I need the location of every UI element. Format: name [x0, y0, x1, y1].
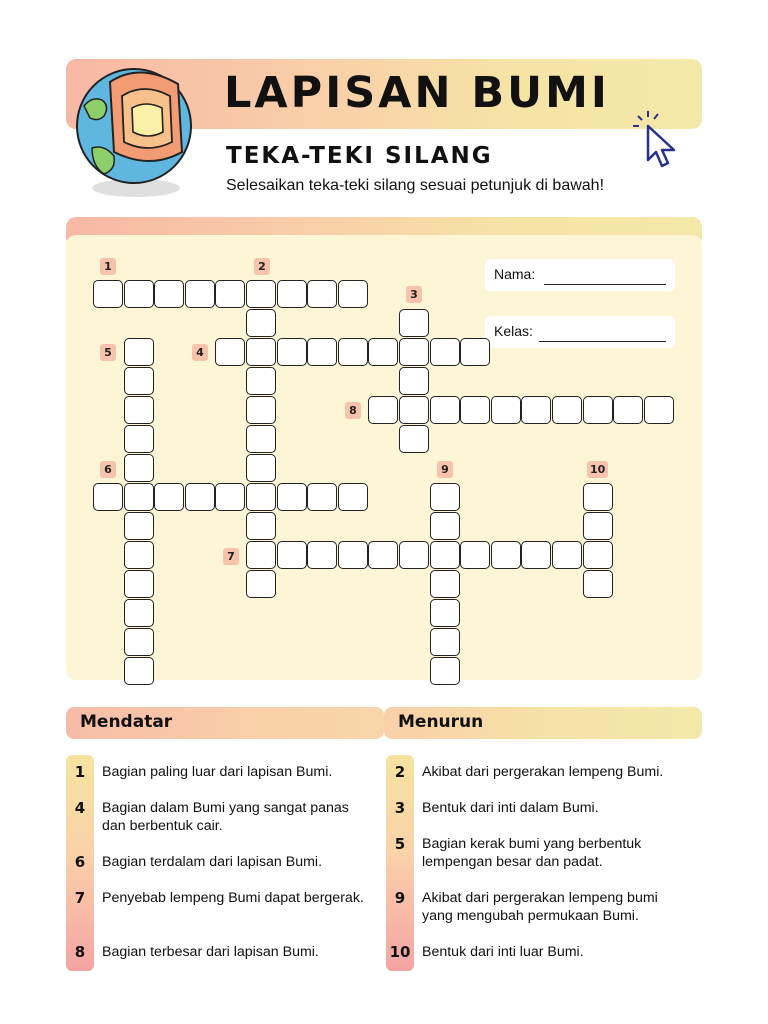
- crossword-cell[interactable]: [399, 338, 429, 366]
- clue-number-7: 7: [223, 548, 239, 565]
- clue-number: 7: [74, 889, 86, 907]
- crossword-cell[interactable]: [246, 280, 276, 308]
- clue-number-6: 6: [100, 461, 116, 478]
- clue-number-5: 5: [100, 344, 116, 361]
- crossword-cell[interactable]: [124, 657, 154, 685]
- clue-number-4: 4: [192, 344, 208, 361]
- clue-text: Bagian dalam Bumi yang sangat panas dan berbentuk cair.: [102, 800, 349, 834]
- crossword-cell[interactable]: [460, 338, 490, 366]
- clue-text: Bagian terbesar dari lapisan Bumi.: [102, 944, 319, 960]
- crossword-cell[interactable]: [246, 570, 276, 598]
- crossword-cell[interactable]: [460, 396, 490, 424]
- crossword-cell[interactable]: [552, 541, 582, 569]
- crossword-cell[interactable]: [246, 541, 276, 569]
- crossword-cell[interactable]: [124, 628, 154, 656]
- crossword-cell[interactable]: [368, 396, 398, 424]
- down-header: [384, 707, 702, 739]
- crossword-cell[interactable]: [521, 541, 551, 569]
- clue-number-1: 1: [100, 258, 116, 275]
- crossword-cell[interactable]: [368, 338, 398, 366]
- clue-number-9: 9: [437, 461, 453, 478]
- crossword-cell[interactable]: [246, 367, 276, 395]
- name-label: Nama:: [494, 266, 536, 282]
- crossword-cell[interactable]: [430, 338, 460, 366]
- crossword-cell[interactable]: [124, 338, 154, 366]
- crossword-cell[interactable]: [491, 396, 521, 424]
- crossword-cell[interactable]: [185, 280, 215, 308]
- crossword-cell[interactable]: [246, 309, 276, 337]
- down-number-strip: [386, 755, 414, 971]
- class-label: Kelas:: [494, 323, 533, 339]
- crossword-cell[interactable]: [124, 454, 154, 482]
- clue-text: Bagian paling luar dari lapisan Bumi.: [102, 764, 333, 780]
- clue-text: Penyebab lempeng Bumi dapat bergerak.: [102, 890, 364, 906]
- crossword-cell[interactable]: [215, 280, 245, 308]
- crossword-cell[interactable]: [124, 541, 154, 569]
- clue-number: 4: [74, 799, 86, 817]
- crossword-cell[interactable]: [215, 338, 245, 366]
- crossword-cell[interactable]: [430, 483, 460, 511]
- crossword-cell[interactable]: [307, 541, 337, 569]
- clue-text: Akibat dari pergerakan lempeng Bumi.: [422, 764, 664, 780]
- across-heading: Mendatar: [80, 712, 173, 732]
- clue-number: 2: [394, 763, 406, 781]
- crossword-cell[interactable]: [124, 512, 154, 540]
- crossword-cell[interactable]: [644, 396, 674, 424]
- across-header: [66, 707, 384, 739]
- crossword-cell[interactable]: [460, 541, 490, 569]
- crossword-cell[interactable]: [307, 338, 337, 366]
- crossword-cell[interactable]: [277, 280, 307, 308]
- clue-text: Bagian terdalam dari lapisan Bumi.: [102, 854, 323, 870]
- name-field[interactable]: [485, 259, 675, 291]
- crossword-cell[interactable]: [307, 483, 337, 511]
- crossword-cell[interactable]: [338, 483, 368, 511]
- clue-number-10: 10: [587, 461, 608, 478]
- crossword-cell[interactable]: [430, 657, 460, 685]
- crossword-cell[interactable]: [93, 483, 123, 511]
- crossword-cell[interactable]: [246, 483, 276, 511]
- crossword-cell[interactable]: [124, 483, 154, 511]
- crossword-cell[interactable]: [583, 483, 613, 511]
- clue-number-8: 8: [345, 402, 361, 419]
- crossword-cell[interactable]: [583, 570, 613, 598]
- clue-number-3: 3: [406, 286, 422, 303]
- instruction-text: Selesaikan teka-teki silang sesuai petunjuk di bawah!: [226, 177, 605, 194]
- crossword-cell[interactable]: [154, 483, 184, 511]
- crossword-cell[interactable]: [399, 367, 429, 395]
- clue-number: 3: [394, 799, 406, 817]
- subtitle: TEKA-TEKI SILANG: [226, 143, 493, 169]
- crossword-cell[interactable]: [246, 338, 276, 366]
- clue-number: 9: [394, 889, 406, 907]
- crossword-cell[interactable]: [124, 367, 154, 395]
- crossword-cell[interactable]: [277, 541, 307, 569]
- crossword-cell[interactable]: [552, 396, 582, 424]
- clue-number: 8: [74, 943, 86, 961]
- class-field[interactable]: [485, 316, 675, 348]
- crossword-cell[interactable]: [491, 541, 521, 569]
- crossword-cell[interactable]: [583, 541, 613, 569]
- crossword-cell[interactable]: [399, 541, 429, 569]
- crossword-cell[interactable]: [246, 454, 276, 482]
- page-title: LAPISAN BUMI: [224, 68, 610, 118]
- clue-text: Bentuk dari inti luar Bumi.: [422, 944, 584, 960]
- cursor-click-icon: [630, 110, 684, 170]
- clue-text: Bagian kerak bumi yang berbentuk lempengan besar dan padat.: [422, 836, 642, 870]
- crossword-cell[interactable]: [307, 280, 337, 308]
- crossword-cell[interactable]: [430, 541, 460, 569]
- clue-text: Akibat dari pergerakan lempeng bumi yang mengubah permukaan Bumi.: [422, 890, 658, 924]
- crossword-cell[interactable]: [277, 338, 307, 366]
- crossword-cell[interactable]: [430, 628, 460, 656]
- crossword-cell[interactable]: [368, 541, 398, 569]
- class-line: [539, 341, 666, 342]
- crossword-cell[interactable]: [93, 280, 123, 308]
- crossword-cell[interactable]: [246, 396, 276, 424]
- crossword-cell[interactable]: [246, 425, 276, 453]
- name-line: [544, 284, 666, 285]
- clue-number: 6: [74, 853, 86, 871]
- crossword-cell[interactable]: [124, 570, 154, 598]
- crossword-cell[interactable]: [430, 396, 460, 424]
- crossword-cell[interactable]: [430, 599, 460, 627]
- crossword-cell[interactable]: [338, 280, 368, 308]
- crossword-cell[interactable]: [338, 541, 368, 569]
- crossword-cell[interactable]: [430, 512, 460, 540]
- crossword-cell[interactable]: [277, 483, 307, 511]
- crossword-cell[interactable]: [185, 483, 215, 511]
- crossword-cell[interactable]: [124, 425, 154, 453]
- down-heading: Menurun: [398, 712, 484, 732]
- clue-number-2: 2: [254, 258, 270, 275]
- clue-number: 1: [74, 763, 86, 781]
- crossword-cell[interactable]: [124, 280, 154, 308]
- crossword-cell[interactable]: [583, 512, 613, 540]
- crossword-cell[interactable]: [124, 396, 154, 424]
- crossword-cell[interactable]: [583, 396, 613, 424]
- crossword-cell[interactable]: [399, 396, 429, 424]
- crossword-cell[interactable]: [246, 512, 276, 540]
- crossword-cell[interactable]: [399, 425, 429, 453]
- clue-number: 5: [394, 835, 406, 853]
- crossword-cell[interactable]: [430, 570, 460, 598]
- globe-layers-icon: [70, 66, 202, 202]
- crossword-cell[interactable]: [521, 396, 551, 424]
- crossword-cell[interactable]: [124, 599, 154, 627]
- crossword-cell[interactable]: [338, 338, 368, 366]
- crossword-cell[interactable]: [613, 396, 643, 424]
- crossword-cell[interactable]: [215, 483, 245, 511]
- clue-number: 10: [389, 943, 411, 961]
- crossword-cell[interactable]: [399, 309, 429, 337]
- crossword-cell[interactable]: [154, 280, 184, 308]
- clue-text: Bentuk dari inti dalam Bumi.: [422, 800, 599, 816]
